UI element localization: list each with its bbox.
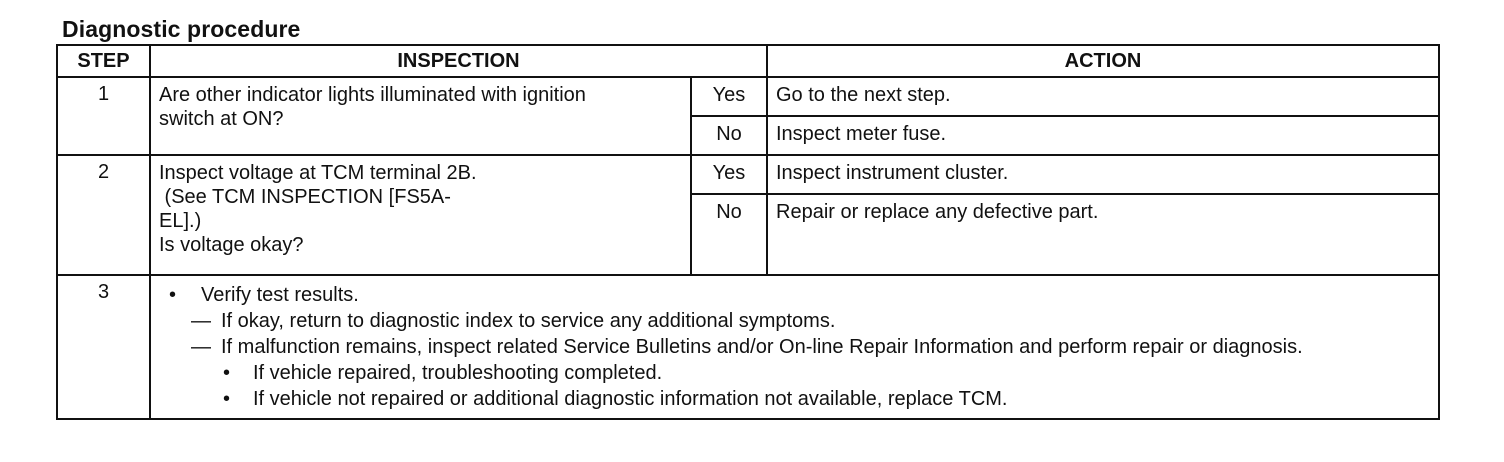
bullet-icon: • (169, 284, 177, 306)
dash-item (169, 334, 1430, 360)
inspection-line: Is voltage okay? (159, 234, 304, 256)
dash-item (169, 308, 1430, 334)
sub-bullet-item (169, 360, 1430, 386)
inspection-line: (See TCM INSPECTION [FS5A- (159, 186, 451, 208)
answer-no: No (691, 194, 767, 275)
document-page (56, 14, 1438, 420)
action-cell: Inspect meter fuse. (767, 116, 1439, 155)
table-row (57, 155, 1439, 194)
diagnostic-table (56, 44, 1440, 420)
table-header-row (57, 45, 1439, 77)
header-action: ACTION (767, 45, 1439, 77)
step-number: 1 (57, 77, 150, 155)
bullet-icon: • (223, 388, 231, 410)
sub-bullet-item (169, 386, 1430, 412)
bullet-text: Verify test results. (201, 284, 359, 306)
verify-results-cell (150, 275, 1439, 419)
action-cell: Inspect instrument cluster. (767, 155, 1439, 194)
header-step: STEP (57, 45, 150, 77)
inspection-cell (150, 155, 691, 275)
inspection-line: switch at ON? (159, 108, 284, 130)
inspection-line: EL].) (159, 210, 202, 232)
answer-yes: Yes (691, 77, 767, 116)
header-inspection: INSPECTION (150, 45, 767, 77)
table-row (57, 275, 1439, 419)
inspection-line: Are other indicator lights illuminated with ignition (159, 84, 586, 106)
table-row (57, 77, 1439, 116)
inspection-cell (150, 77, 691, 155)
dash-icon: — (191, 310, 211, 332)
answer-yes: Yes (691, 155, 767, 194)
dash-text: If malfunction remains, inspect related Service Bulletins and/or On-line Repair Information and perform repair or diagnosis. (221, 336, 1303, 358)
answer-no: No (691, 116, 767, 155)
step-number: 3 (57, 275, 150, 419)
bullet-item (169, 282, 1430, 308)
sub-bullet-text: If vehicle repaired, troubleshooting completed. (253, 362, 663, 384)
bullet-icon: • (223, 362, 231, 384)
page-title: Diagnostic procedure (62, 16, 301, 42)
sub-bullet-text: If vehicle not repaired or additional diagnostic information not available, replace TCM. (253, 388, 1008, 410)
action-cell: Repair or replace any defective part. (767, 194, 1439, 275)
step-number: 2 (57, 155, 150, 275)
inspection-line: Inspect voltage at TCM terminal 2B. (159, 162, 477, 184)
dash-text: If okay, return to diagnostic index to service any additional symptoms. (221, 310, 836, 332)
action-cell: Go to the next step. (767, 77, 1439, 116)
dash-icon: — (191, 336, 211, 358)
